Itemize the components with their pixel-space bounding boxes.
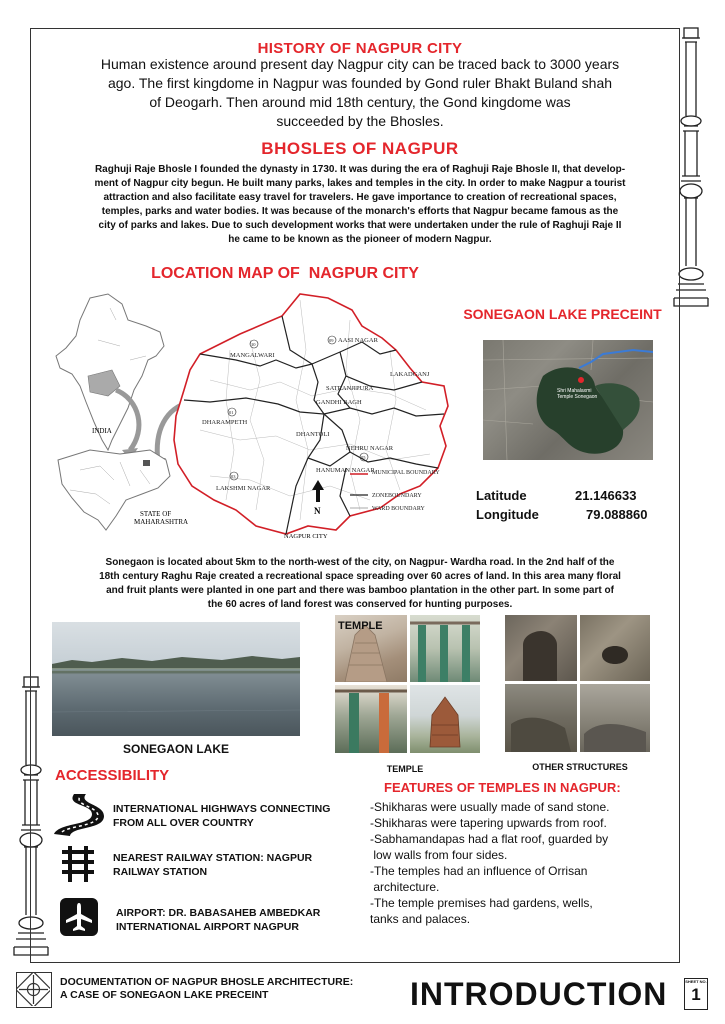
history-line: Human existence around present day Nagpur city can be traced back to 3000 years	[100, 56, 620, 72]
longitude-value: 79.088860	[586, 507, 648, 522]
other-structures-caption: OTHER STRUCTURES	[532, 762, 628, 772]
zone-label-dhantoli: DHANTOLI	[296, 431, 330, 438]
feature-item: -The temples had an influence of Orrisan	[370, 864, 588, 878]
doc-title-line2: A CASE OF SONEGAON LAKE PRECEINT	[60, 989, 269, 1001]
bhosles-line: temples, parks and water bodies. It was because of the monarch's efforts that Nagpur became famous as the	[101, 206, 619, 217]
sheet-number-box	[684, 978, 708, 1010]
bhosles-line: city of parks and lakes. Due to such development works that were undertaken under the rule of Raghuji Raje II	[98, 220, 622, 231]
road-icon	[52, 792, 104, 836]
zone-label-dharampeth: DHARAMPETH	[202, 419, 248, 426]
latitude-label: Latitude	[476, 488, 527, 503]
zone-num: 09	[329, 338, 334, 343]
zone-label-lakshmi-nagar: LAKSHMI NAGAR	[216, 485, 271, 492]
satellite-image	[483, 340, 653, 460]
sonegaon-lake-photo	[52, 622, 300, 736]
sonegaon-description	[38, 556, 682, 612]
sat-label-2: Temple Sonegaon	[557, 394, 598, 400]
bhosles-line: he came to be known as the pioneer of modern Nagpur.	[228, 234, 492, 245]
temple-top-label: TEMPLE	[338, 620, 383, 632]
logo-icon	[16, 972, 52, 1008]
sonegaon-line: Sonegaon is located about 5km to the north-west of the city, on Nagpur- Wardha road. In the 2nd half of the	[105, 557, 615, 568]
feature-item: tanks and palaces.	[370, 912, 471, 926]
temple-photo-3	[335, 685, 407, 753]
history-text	[40, 55, 680, 131]
acc-line: NEAREST RAILWAY STATION: NAGPUR	[113, 852, 313, 864]
accessibility-title: ACCESSIBILITY	[55, 767, 170, 784]
temple-photo-4	[410, 685, 480, 753]
legend-zone: ZONEBOUNDARY	[372, 493, 422, 499]
city-label: NAGPUR CITY	[284, 533, 328, 540]
bhosles-line: ment of Nagpur city begun. He built many parks, lakes and temples in the city. In order to make Nagpur a tourist	[94, 178, 626, 189]
feature-item: -Shikharas were usually made of sand stone.	[370, 800, 610, 814]
longitude-label: Longitude	[476, 507, 539, 522]
structure-photo-2	[580, 615, 650, 681]
feature-item: -Shikharas were tapering upwards from roof.	[370, 816, 607, 830]
title-block	[10, 968, 715, 1018]
location-map-title: LOCATION MAP OF NAGPUR CITY	[151, 265, 419, 282]
doc-title	[60, 976, 353, 1002]
history-title: HISTORY OF NAGPUR CITY	[257, 40, 463, 57]
zone-label-aasi-nagar: AASI NAGAR	[338, 337, 378, 344]
sheet-label: SHEET NO.	[685, 979, 707, 984]
temple-photo-2	[410, 615, 480, 682]
location-map	[50, 290, 455, 542]
legend-municipal: MUNICIPAL BOUNDARY	[372, 470, 440, 476]
zone-num: 10	[251, 342, 256, 347]
map-drawing	[50, 290, 455, 542]
feature-item: low walls from four sides.	[370, 848, 508, 862]
zone-label-satranjipura: SATRANJIPURA	[326, 385, 374, 392]
legend-ward: WARD BOUNDARY	[372, 506, 425, 512]
acc-line: INTERNATIONAL AIRPORT NAGPUR	[116, 921, 299, 933]
features-title: FEATURES OF TEMPLES IN NAGPUR:	[384, 780, 621, 795]
sat-label-1: Shri Mahalaxmi	[557, 388, 592, 394]
latitude-value: 21.146633	[575, 488, 637, 503]
feature-item: architecture.	[370, 880, 440, 894]
sonegaon-line: 18th century Raghu Raje created a recreational space spreading over 60 acres of land. In this area many floral	[99, 571, 621, 582]
precinct-title: SONEGAON LAKE PRECEINT	[463, 306, 662, 322]
history-line: ago. The first kingdome in Nagpur was founded by Gond ruler Bhakt Buland shah	[107, 75, 613, 91]
sonegaon-line: and fruit plants were planted in one part and there was bamboo plantation in the other part. In some part of	[106, 585, 614, 596]
acc-line: RAILWAY STATION	[113, 866, 208, 878]
doc-title-line1: DOCUMENTATION OF NAGPUR BHOSLE ARCHITECTURE:	[60, 976, 354, 988]
zone-label-mangalwari: MANGALWARI	[230, 352, 275, 359]
acc-line: AIRPORT: DR. BABASAHEB AMBEDKAR	[116, 907, 321, 919]
structure-photo-1	[505, 615, 577, 681]
state-label-2: MAHARASHTRA	[134, 518, 189, 526]
features-list	[370, 799, 680, 927]
india-label: INDIA	[92, 427, 112, 435]
zone-num: 03	[231, 474, 236, 479]
airplane-icon	[60, 898, 98, 936]
accessibility-airport-text	[116, 906, 320, 934]
bhosles-title: BHOSLES OF NAGPUR	[261, 139, 459, 158]
feature-item: -Sabhamandapas had a flat roof, guarded by	[370, 832, 609, 846]
section-title: INTRODUCTION	[410, 976, 668, 1012]
sheet-no: 1	[691, 985, 701, 1004]
zone-label-gandhi-bagh: GANDHI BAGH	[316, 399, 362, 406]
acc-line: FROM ALL OVER COUNTRY	[113, 817, 254, 829]
history-line: succeeded by the Bhosles.	[276, 113, 444, 129]
railway-icon	[58, 846, 98, 882]
lake-caption: SONEGAON LAKE	[122, 742, 229, 756]
svg-text:N: N	[314, 506, 321, 516]
accessibility-railway-text	[113, 851, 312, 879]
state-label-1: STATE OF	[140, 510, 172, 518]
feature-item: -The temple premises had gardens, wells,	[370, 896, 593, 910]
zone-label-lakadganj: LAKADGANJ	[390, 371, 430, 378]
structure-photo-3	[505, 684, 577, 752]
acc-line: INTERNATIONAL HIGHWAYS CONNECTING	[113, 803, 331, 815]
temple-caption: TEMPLE	[386, 764, 424, 774]
zone-label-hanuman-nagar: HANUMAN NAGAR	[316, 467, 375, 474]
sonegaon-line: the 60 acres of land forest was conserved for hunting purposes.	[207, 599, 513, 610]
bhosles-line: Raghuji Raje Bhosle I founded the dynasty in 1730. It was during the era of Raghuji Raje Bhosle II, that develop-	[94, 164, 626, 175]
accessibility-highways-text	[113, 802, 330, 830]
zone-label-nehru-nagar: NEHRU NAGAR	[346, 445, 394, 452]
zone-num: 01	[229, 410, 234, 415]
structure-photo-4	[580, 684, 650, 752]
bhosles-line: attraction and also facilitate easy travel for travelers. He gave importance to creation of recreational spaces,	[103, 192, 617, 203]
history-line: of Deogarh. Then around mid 18th century, the Gond kingdome was	[149, 94, 571, 110]
bhosles-text	[38, 163, 682, 247]
zone-num: 05	[361, 455, 366, 460]
